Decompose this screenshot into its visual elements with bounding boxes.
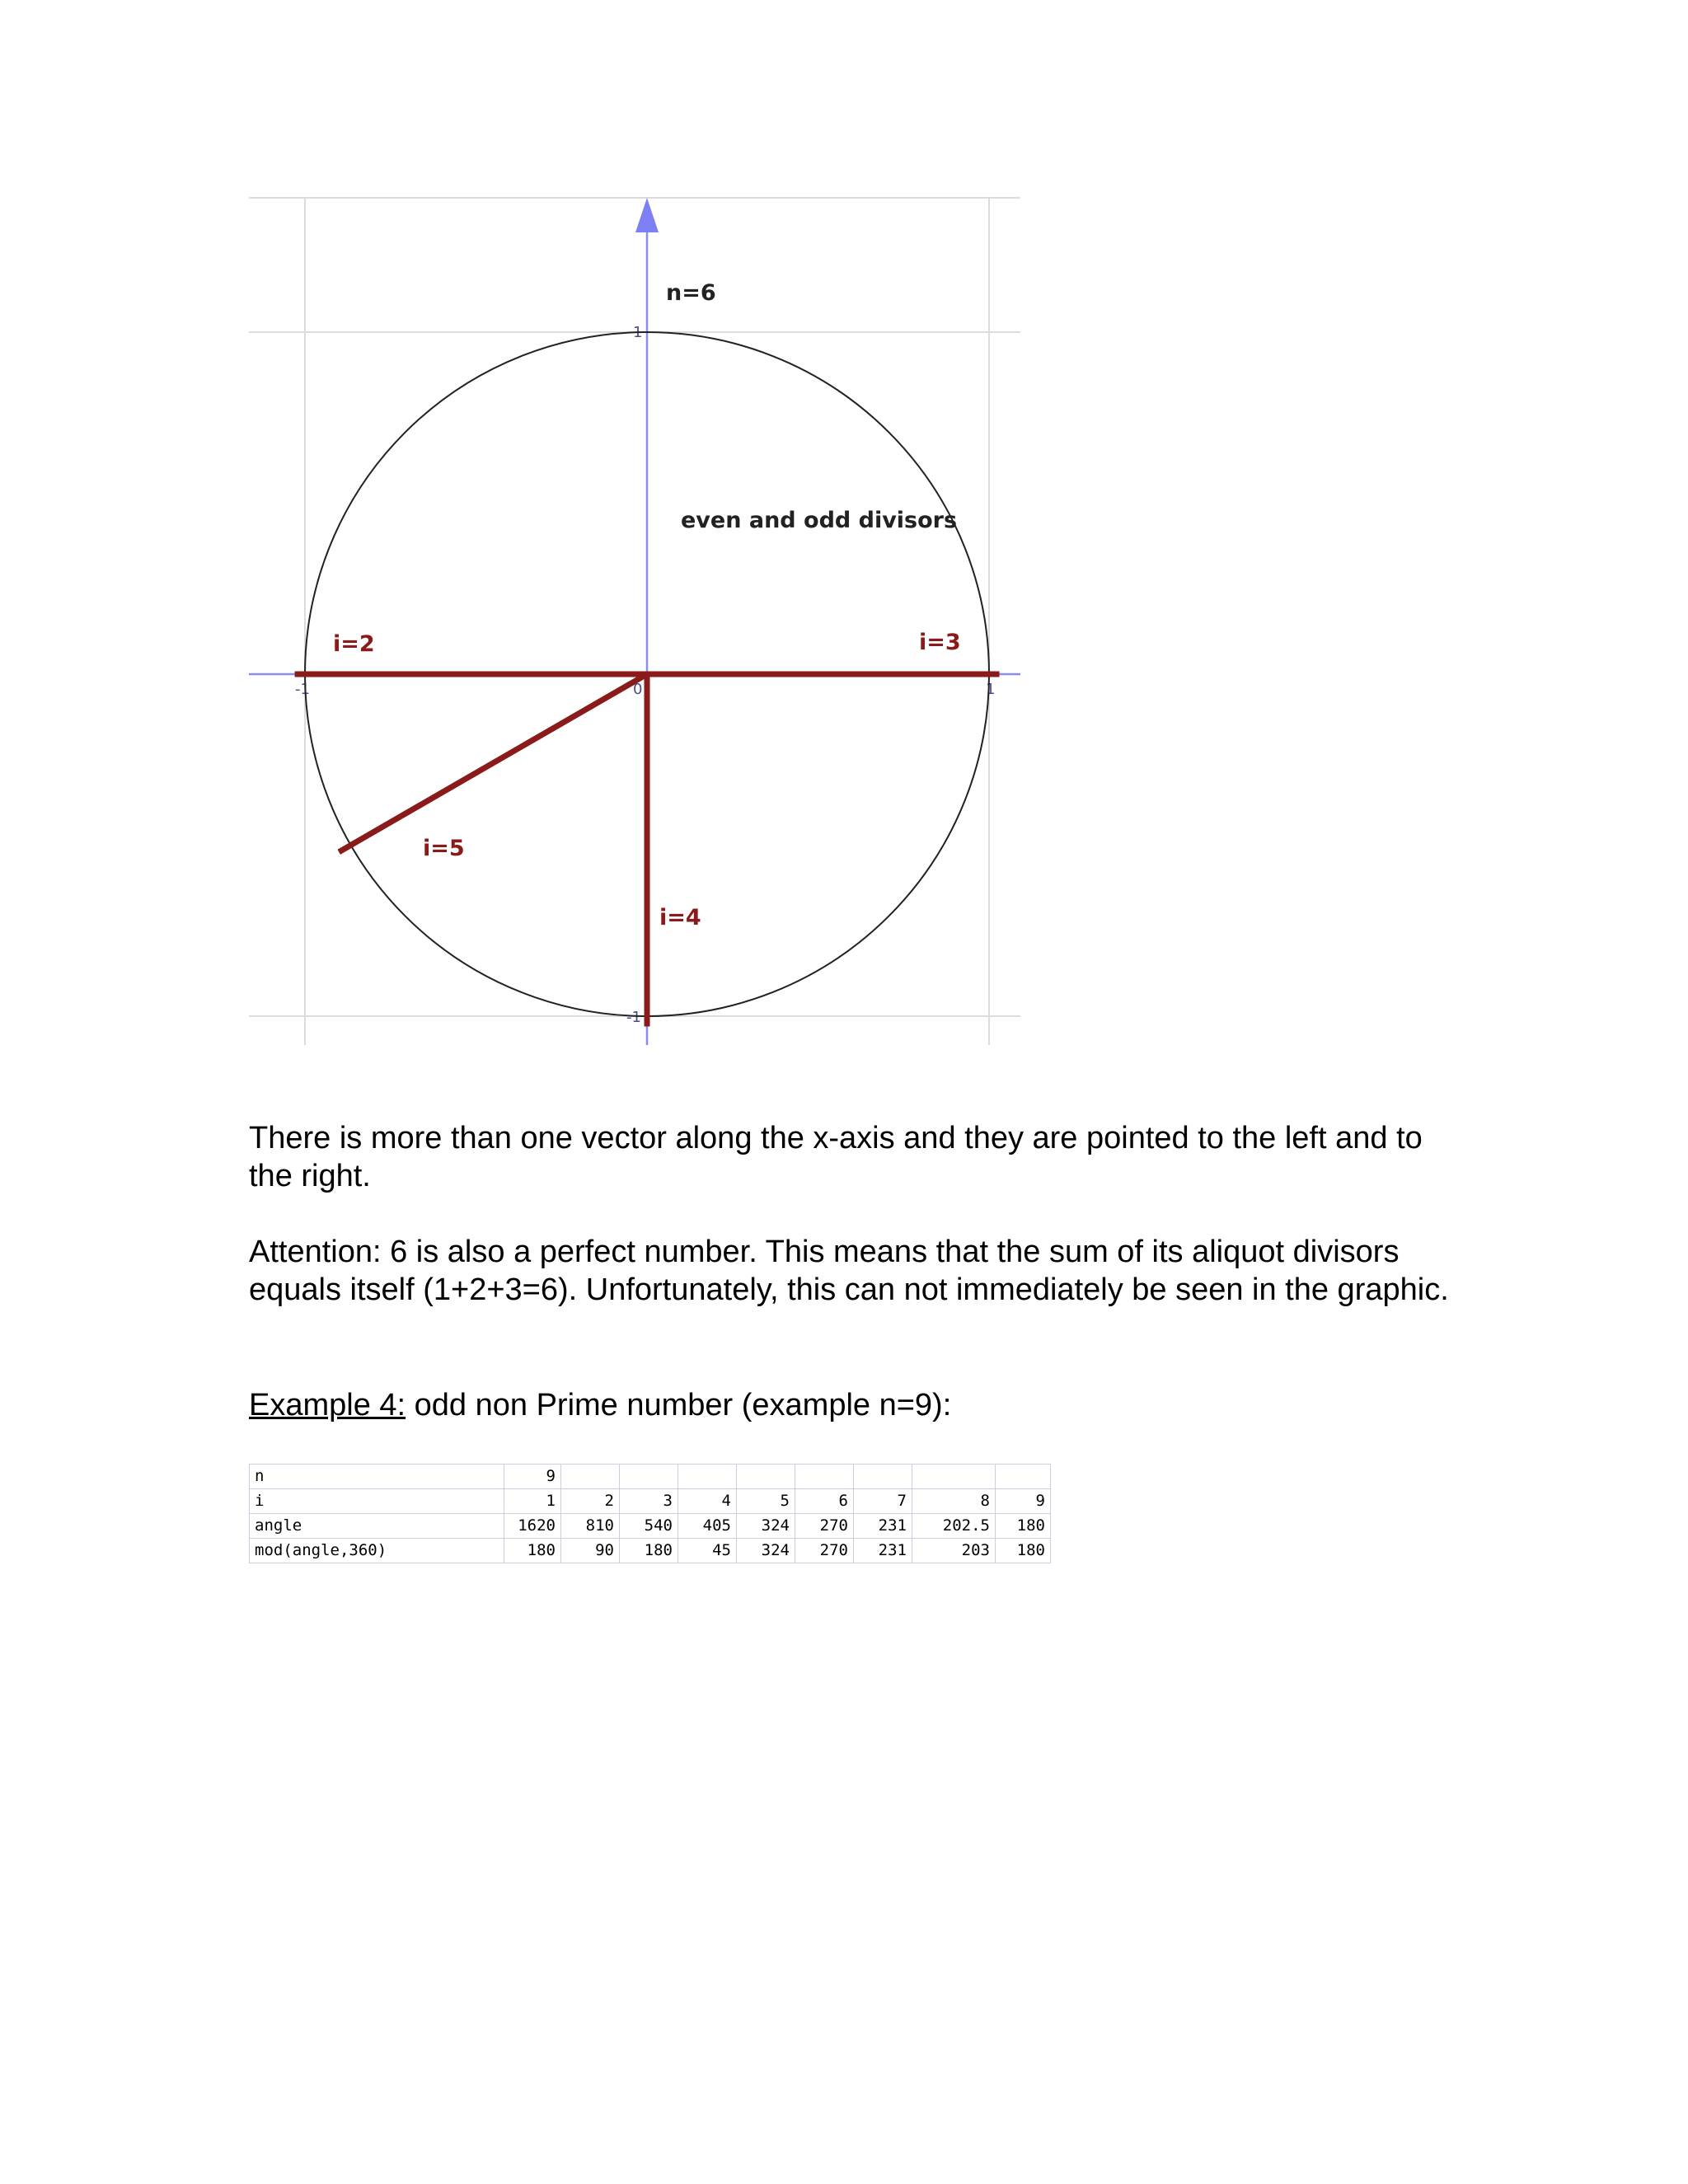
- table-cell: 1620: [504, 1514, 561, 1539]
- vector-i5: [339, 674, 647, 852]
- table-cell: 8: [912, 1489, 996, 1514]
- tick-y-neg: -1: [626, 1009, 641, 1026]
- table-cell: 45: [678, 1539, 737, 1563]
- example-heading: [249, 1386, 1452, 1424]
- table-cell: [795, 1465, 854, 1489]
- table-cell: 9: [996, 1489, 1051, 1514]
- table-cell: [620, 1465, 678, 1489]
- n-label: n=6: [666, 280, 716, 306]
- paragraph-perfect-number: Attention: 6 is also a perfect number. This means that the sum of its aliquot divisors equals itself (1+2+3=6). Unfortunately, this can not immediately be seen in the graphic.: [249, 1235, 1449, 1307]
- table-cell: 405: [678, 1514, 737, 1539]
- vectors: [295, 674, 1000, 1027]
- table-row: [250, 1465, 1051, 1489]
- table-cell: 540: [620, 1514, 678, 1539]
- table-cell: 180: [996, 1539, 1051, 1563]
- table-cell: [561, 1465, 620, 1489]
- table-cell: 7: [854, 1489, 912, 1514]
- table-cell: [737, 1465, 795, 1489]
- table-cell: 180: [620, 1539, 678, 1563]
- table-row: [250, 1514, 1051, 1539]
- table-row: [250, 1489, 1051, 1514]
- table-cell: 810: [561, 1514, 620, 1539]
- table-cell: 1: [504, 1489, 561, 1514]
- table-cell: 270: [795, 1539, 854, 1563]
- table-cell: 180: [996, 1514, 1051, 1539]
- vector-label-i4: i=4: [659, 905, 701, 930]
- tick-y-pos: 1: [633, 324, 643, 341]
- example-label: Example 4:: [249, 1388, 406, 1422]
- row-label: i: [250, 1489, 504, 1514]
- row-label: n: [250, 1465, 504, 1489]
- row-label: angle: [250, 1514, 504, 1539]
- vector-label-i3: i=3: [919, 630, 961, 655]
- table-cell: [912, 1465, 996, 1489]
- divisor-table: [249, 1464, 1051, 1563]
- table-cell: 5: [737, 1489, 795, 1514]
- table-cell: 324: [737, 1539, 795, 1563]
- table-cell: [996, 1465, 1051, 1489]
- table-cell: 3: [620, 1489, 678, 1514]
- table-cell: 203: [912, 1539, 996, 1563]
- tick-origin: 0: [633, 681, 643, 698]
- y-axis-arrow-icon: [635, 198, 659, 232]
- tick-x-neg: -1: [295, 681, 310, 698]
- vector-label-i2: i=2: [333, 631, 375, 657]
- table-cell: 9: [504, 1465, 561, 1489]
- caption-label: even and odd divisors: [681, 508, 958, 533]
- table-row: [250, 1539, 1051, 1563]
- table-cell: 90: [561, 1539, 620, 1563]
- table-cell: 180: [504, 1539, 561, 1563]
- tick-x-pos: 1: [986, 681, 996, 698]
- table-cell: 2: [561, 1489, 620, 1514]
- row-label: mod(angle,360): [250, 1539, 504, 1563]
- table-cell: 202.5: [912, 1514, 996, 1539]
- example-description: odd non Prime number (example n=9):: [406, 1388, 952, 1422]
- table-cell: 270: [795, 1514, 854, 1539]
- vector-diagram: [0, 0, 1688, 1071]
- table-cell: [678, 1465, 737, 1489]
- table-cell: [854, 1465, 912, 1489]
- table-cell: 231: [854, 1539, 912, 1563]
- table-cell: 324: [737, 1514, 795, 1539]
- table-cell: 4: [678, 1489, 737, 1514]
- table-cell: 231: [854, 1514, 912, 1539]
- paragraph-vectors: There is more than one vector along the x-axis and they are pointed to the left and to the right.: [249, 1121, 1432, 1193]
- vector-label-i5: i=5: [423, 836, 465, 861]
- table-cell: 6: [795, 1489, 854, 1514]
